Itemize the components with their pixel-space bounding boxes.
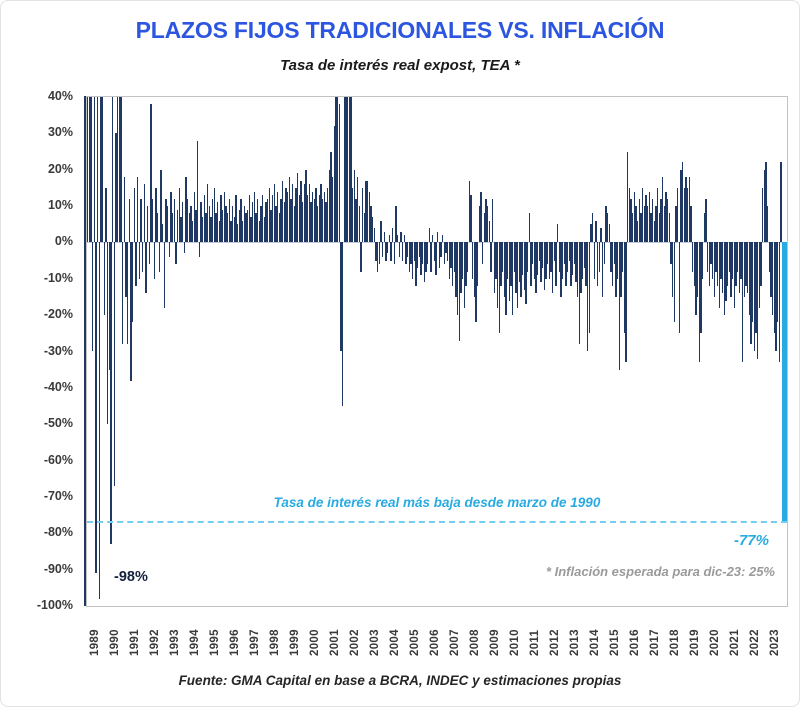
bar xyxy=(402,242,403,260)
bar xyxy=(404,235,405,242)
bar xyxy=(625,242,626,362)
bar xyxy=(430,242,431,271)
x-tick-label: 2019 xyxy=(689,629,701,656)
x-tick-label: 2023 xyxy=(769,629,781,656)
bar xyxy=(529,213,530,242)
x-tick-label: 1995 xyxy=(209,629,221,656)
bar xyxy=(342,242,343,406)
bar xyxy=(169,242,170,257)
y-tick-label: 40% xyxy=(47,89,73,103)
bar xyxy=(94,96,95,242)
bar xyxy=(380,221,381,243)
source-caption: Fuente: GMA Capital en base a BCRA, INDEC y estimaciones propias xyxy=(178,673,622,688)
bar xyxy=(780,162,781,242)
bar xyxy=(760,242,761,286)
x-tick-label: 1997 xyxy=(249,629,261,656)
bar xyxy=(167,206,168,242)
bar xyxy=(164,242,165,307)
bar xyxy=(690,206,691,242)
y-tick-label: -50% xyxy=(43,416,73,431)
bar xyxy=(589,242,590,333)
bar xyxy=(137,177,138,242)
bar xyxy=(382,242,383,257)
bar xyxy=(600,228,601,243)
x-tick-label: 2001 xyxy=(329,629,341,656)
bar xyxy=(184,242,185,253)
y-tick-label: -20% xyxy=(43,307,73,322)
bar xyxy=(674,242,675,322)
bar xyxy=(555,242,556,286)
bar xyxy=(359,206,360,242)
bar xyxy=(440,242,441,257)
bar xyxy=(492,199,493,243)
bar xyxy=(379,242,380,264)
x-tick-label: 2015 xyxy=(609,629,621,656)
bar xyxy=(360,242,361,271)
y-axis-tick-labels xyxy=(1,89,79,616)
bar xyxy=(389,235,390,242)
x-tick-label: 2002 xyxy=(349,629,361,656)
bar xyxy=(437,232,438,243)
bar xyxy=(154,242,155,278)
bar xyxy=(702,242,703,278)
y-tick-label: -70% xyxy=(43,488,73,503)
bar xyxy=(490,242,491,271)
x-tick-label: 2004 xyxy=(389,629,401,656)
bar xyxy=(374,228,375,243)
bar xyxy=(162,224,163,242)
bar xyxy=(394,242,395,264)
y-tick-label: 30% xyxy=(47,125,73,140)
bar xyxy=(557,224,558,242)
bar xyxy=(197,141,198,243)
bar xyxy=(435,242,436,275)
minimum-value-label: -98% xyxy=(114,568,148,585)
bar xyxy=(104,242,105,315)
x-tick-label: 2008 xyxy=(469,629,481,656)
bar xyxy=(114,242,115,486)
bar xyxy=(149,242,150,264)
bar xyxy=(174,199,175,243)
bar xyxy=(105,188,106,243)
zero-baseline xyxy=(87,242,787,243)
bar xyxy=(135,242,136,286)
bar xyxy=(97,96,98,242)
bar xyxy=(90,96,91,242)
bar xyxy=(157,213,158,242)
bar xyxy=(145,242,146,293)
bar xyxy=(387,242,388,253)
bar xyxy=(120,96,121,242)
x-tick-label: 1999 xyxy=(289,629,301,656)
bar xyxy=(482,242,483,264)
bar xyxy=(144,184,145,242)
bar xyxy=(182,202,183,242)
bar xyxy=(132,242,133,322)
x-axis-tick-labels xyxy=(86,610,792,662)
x-tick-label: 1991 xyxy=(129,629,141,656)
bar xyxy=(127,242,128,344)
inflation-footnote: * Inflación esperada para dic-23: 25% xyxy=(545,564,775,580)
y-tick-label: -10% xyxy=(43,270,73,285)
bar xyxy=(594,242,595,278)
bar xyxy=(390,242,391,260)
x-tick-label: 2006 xyxy=(429,629,441,656)
bar xyxy=(139,242,140,278)
y-tick-label: -60% xyxy=(43,452,73,467)
bar xyxy=(669,213,670,242)
x-tick-label: 2016 xyxy=(629,629,641,656)
bar xyxy=(92,242,93,351)
bar xyxy=(134,188,135,243)
bar xyxy=(397,235,398,242)
bar xyxy=(705,199,706,243)
x-tick-label: 2010 xyxy=(509,629,521,656)
bar xyxy=(140,199,141,243)
x-tick-label: 2000 xyxy=(309,629,321,656)
bar xyxy=(595,221,596,243)
bar xyxy=(129,199,130,243)
x-tick-label: 1990 xyxy=(109,629,121,656)
x-tick-label: 2014 xyxy=(589,629,601,656)
bar xyxy=(427,242,428,264)
x-tick-label: 2009 xyxy=(489,629,501,656)
bar xyxy=(604,242,605,264)
bar xyxy=(122,242,123,344)
bar xyxy=(175,242,176,264)
bar xyxy=(384,232,385,243)
bar xyxy=(95,242,96,573)
bar xyxy=(592,213,593,242)
y-tick-label: -40% xyxy=(43,379,73,394)
y-tick-label: -80% xyxy=(43,525,73,540)
bar xyxy=(432,235,433,242)
chart-subtitle: Tasa de interés real expost, TEA * xyxy=(280,57,520,74)
bar xyxy=(102,96,103,242)
bar xyxy=(779,242,780,362)
x-tick-label: 2007 xyxy=(449,629,461,656)
bar xyxy=(679,242,680,333)
bar xyxy=(339,104,340,242)
bar xyxy=(147,206,148,242)
x-tick-label: 2003 xyxy=(369,629,381,656)
highlight-bar xyxy=(782,242,787,522)
bar xyxy=(124,177,125,242)
x-tick-label: 2011 xyxy=(529,629,541,656)
bar xyxy=(470,195,471,242)
bar xyxy=(399,242,400,257)
bar xyxy=(467,242,468,271)
bar xyxy=(599,242,600,271)
chart-title: PLAZOS FIJOS TRADICIONALES VS. INFLACIÓN xyxy=(135,17,665,43)
x-tick-label: 1996 xyxy=(229,629,241,656)
x-tick-label: 2005 xyxy=(409,629,421,656)
plot-area xyxy=(86,96,788,607)
y-tick-label: 20% xyxy=(47,161,73,176)
x-tick-label: 2021 xyxy=(729,629,741,656)
x-tick-label: 2013 xyxy=(569,629,581,656)
y-tick-label: -30% xyxy=(43,343,73,358)
y-tick-label: 0% xyxy=(54,234,73,249)
x-tick-label: 2022 xyxy=(749,629,761,656)
x-tick-label: 1998 xyxy=(269,629,281,656)
y-tick-label: -100% xyxy=(36,598,73,612)
highlight-value-label: -77% xyxy=(733,532,769,550)
x-tick-label: 1989 xyxy=(89,629,101,656)
bar xyxy=(392,228,393,243)
bar xyxy=(527,242,528,271)
bar xyxy=(142,242,143,271)
y-tick-label: -90% xyxy=(43,561,73,576)
x-tick-label: 2012 xyxy=(549,629,561,656)
x-tick-label: 2018 xyxy=(669,629,681,656)
x-tick-label: 2017 xyxy=(649,629,661,656)
bar xyxy=(152,199,153,243)
bar xyxy=(159,242,160,271)
x-tick-label: 1994 xyxy=(189,629,201,656)
bar xyxy=(767,206,768,242)
lowest-rate-annotation: Tasa de interés real más baja desde marzo de 1990 xyxy=(273,495,601,511)
lowest-rate-dashed-line xyxy=(87,521,787,523)
bar xyxy=(429,228,430,243)
bar xyxy=(677,188,678,243)
x-tick-label: 1992 xyxy=(149,629,161,656)
bar xyxy=(477,242,478,286)
bar xyxy=(489,221,490,243)
x-tick-label: 1993 xyxy=(169,629,181,656)
bar xyxy=(199,242,200,257)
bar xyxy=(112,96,113,242)
x-tick-label: 2020 xyxy=(709,629,721,656)
bar xyxy=(442,235,443,242)
bar xyxy=(480,192,481,243)
y-tick-label: 10% xyxy=(47,198,73,213)
bar xyxy=(99,242,100,598)
bar xyxy=(609,224,610,242)
bar xyxy=(400,232,401,243)
